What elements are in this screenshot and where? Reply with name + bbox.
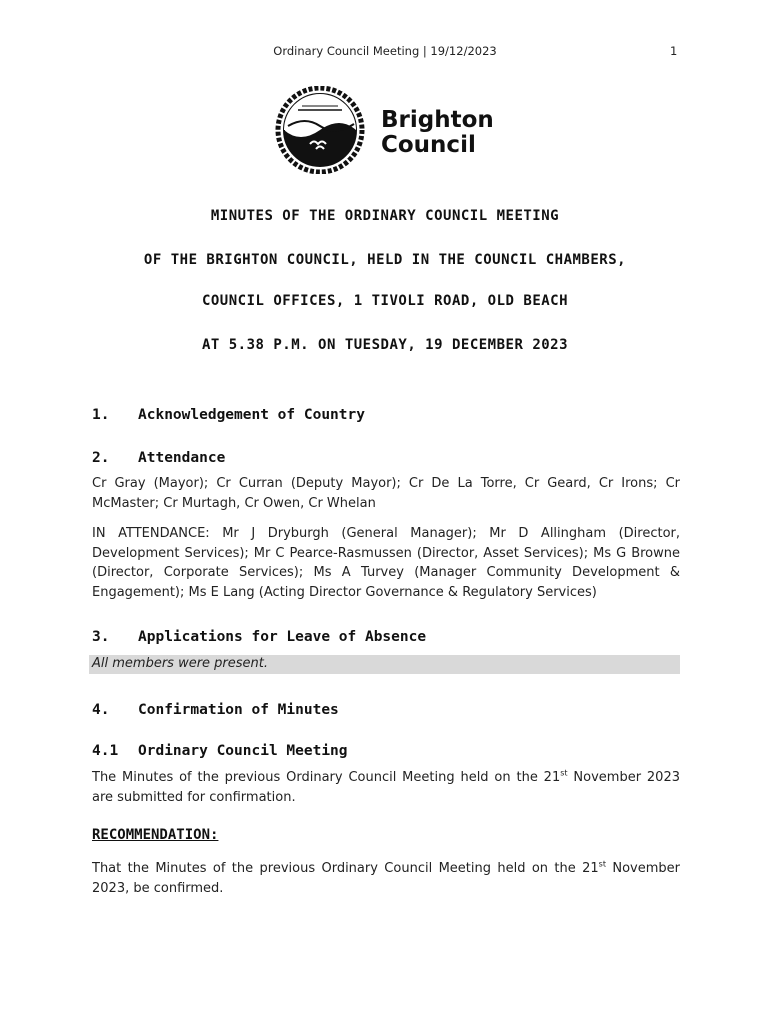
text-part: November 2023, be confirmed. [92, 861, 680, 896]
heading-confirmation-of-minutes [92, 702, 339, 718]
heading-text: Attendance [138, 450, 226, 466]
heading-attendance [92, 450, 225, 466]
council-seal-icon [270, 86, 370, 174]
title-line-2: OF THE BRIGHTON COUNCIL, HELD IN THE COUNCIL CHAMBERS, [143, 252, 627, 268]
recommendation-text [92, 859, 680, 898]
heading-acknowledgement [92, 407, 365, 423]
text-part: The Minutes of the previous Ordinary Council Meeting held on the 21 [92, 770, 561, 785]
minutes-submission-text [92, 768, 680, 807]
heading-number: 4. [92, 702, 110, 718]
attendance-staff: IN ATTENDANCE: Mr J Dryburgh (General Manager); Mr D Allingham (Director, Development Services); Mr C Pearce-Rasmussen (Director, Asset Services); Ms G Browne (Director, Corporate Services); Ms A Turvey (Manager Community Development & Engagement); Ms E Lang (Acting Director Governance & Regulatory Services) [92, 526, 680, 600]
page-number: 1 [670, 44, 678, 58]
heading-number: 1. [92, 407, 110, 423]
logo-word-brighton: Brighton [381, 107, 494, 133]
attendance-present: Cr Gray (Mayor); Cr Curran (Deputy Mayor); Cr De La Torre, Cr Geard, Cr Irons; Cr McMaster; Cr Murtagh, Cr Owen, Cr Whelan [92, 476, 680, 511]
heading-number: 3. [92, 629, 110, 645]
text-part: That the Minutes of the previous Ordinary Council Meeting held on the 21 [92, 861, 599, 876]
heading-ordinary-council-meeting [92, 743, 348, 759]
title-line-4: AT 5.38 P.M. ON TUESDAY, 19 DECEMBER 2023 [201, 337, 569, 353]
heading-text: Acknowledgement of Country [138, 407, 365, 423]
ordinal-suffix: st [560, 768, 568, 778]
ordinal-suffix: st [598, 859, 606, 869]
heading-text: Confirmation of Minutes [138, 702, 339, 718]
title-line-1: MINUTES OF THE ORDINARY COUNCIL MEETING [210, 208, 560, 224]
leave-note: All members were present. [92, 656, 269, 671]
title-line-3: COUNCIL OFFICES, 1 TIVOLI ROAD, OLD BEACH [201, 293, 569, 309]
heading-leave-of-absence [92, 629, 426, 645]
running-header: Ordinary Council Meeting | 19/12/2023 [273, 44, 497, 58]
heading-number: 2. [92, 450, 110, 466]
heading-text: Applications for Leave of Absence [138, 629, 427, 645]
heading-number: 4.1 [92, 743, 119, 759]
text-part: November 2023 are submitted for confirmation. [92, 770, 680, 805]
leave-note-box [89, 655, 680, 674]
recommendation-heading: RECOMMENDATION: [92, 827, 219, 843]
heading-text: Ordinary Council Meeting [138, 743, 348, 759]
brighton-council-logo [270, 86, 510, 174]
logo-word-council: Council [381, 132, 476, 158]
